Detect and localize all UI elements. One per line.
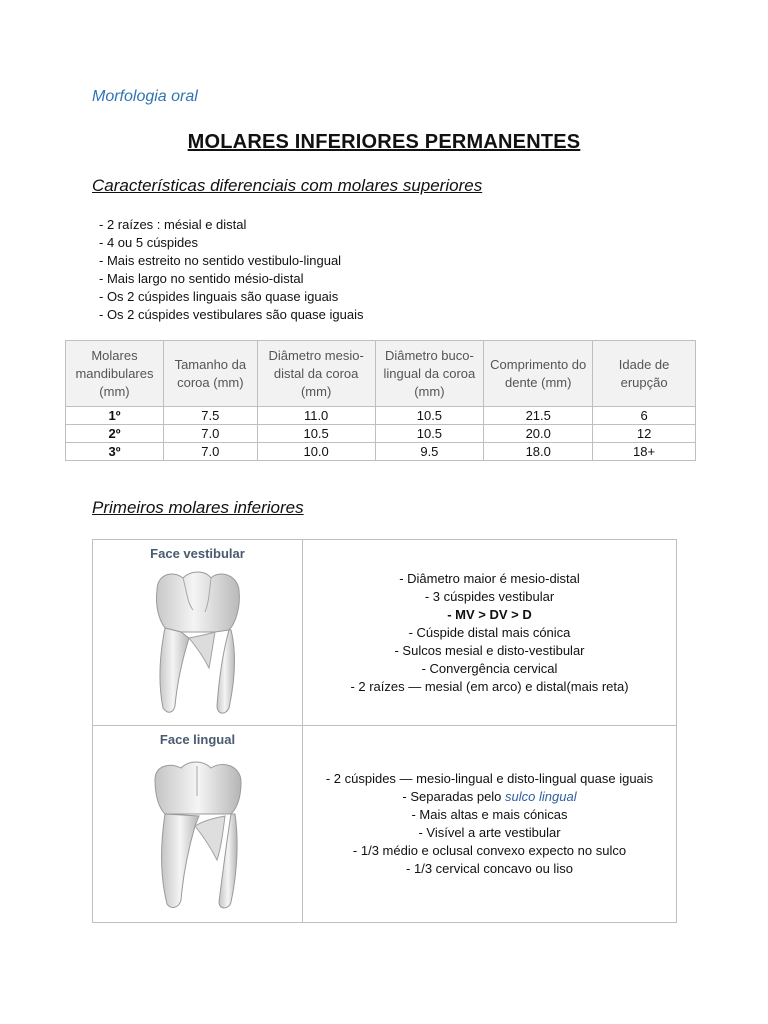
table-cell: 3º: [66, 443, 164, 461]
molar-dimensions-table: [65, 340, 696, 461]
table-row: [66, 425, 696, 443]
description-line: - 2 raízes — mesial (em arco) e distal(mais reta): [350, 678, 629, 694]
description-line: - 1/3 médio e oclusal convexo expecto no sulco: [352, 843, 627, 858]
table-row: [66, 443, 696, 461]
table-cell: 2º: [66, 425, 164, 443]
table-cell: 18+: [593, 443, 696, 461]
table-cell: 7.5: [163, 407, 257, 425]
sulco-lingual-term: sulco lingual: [505, 789, 577, 804]
list-item: - Mais largo no sentido mésio-distal: [99, 271, 304, 286]
column-header: Diâmetro mesio-distal da coroa (mm): [257, 341, 375, 407]
table-row: [93, 540, 676, 726]
description-line: - 2 cúspides — mesio-lingual e disto-lingual quase iguais: [325, 771, 654, 786]
table-cell: 7.0: [163, 425, 257, 443]
list-item: - Os 2 cúspides vestibulares são quase iguais: [99, 307, 364, 322]
table-cell: 20.0: [484, 425, 593, 443]
column-header: Tamanho da coroa (mm): [163, 341, 257, 407]
list-item: - Os 2 cúspides linguais são quase iguais: [99, 289, 339, 304]
tooth-lingual-illustration: [143, 756, 253, 912]
table-cell: 10.5: [257, 425, 375, 443]
vestibular-description: [303, 540, 676, 725]
table-cell: 6: [593, 407, 696, 425]
table-cell: 10.5: [375, 425, 484, 443]
description-line: - 3 cúspides vestibular: [424, 588, 555, 604]
description-line: - Cúspide distal mais cónica: [408, 624, 571, 640]
table-row: [66, 407, 696, 425]
column-header: Idade de erupção: [593, 341, 696, 407]
description-line: - Convergência cervical: [421, 660, 558, 676]
table-header-row: [66, 341, 696, 407]
table-cell: 12: [593, 425, 696, 443]
morphology-table: [92, 539, 677, 923]
table-row: [93, 726, 676, 922]
description-line: - Sulcos mesial e disto-vestibular: [394, 642, 585, 658]
page-title: MOLARES INFERIORES PERMANENTES: [187, 131, 581, 153]
list-item: - 2 raízes : mésial e distal: [99, 217, 247, 232]
tooth-vestibular-illustration: [143, 568, 253, 718]
column-header: Molares mandibulares (mm): [66, 341, 164, 407]
vestibular-image-cell: [93, 540, 303, 725]
table-cell: 1º: [66, 407, 164, 425]
lingual-image-cell: [93, 726, 303, 922]
table-cell: 10.0: [257, 443, 375, 461]
description-line: - Visível a arte vestibular: [418, 825, 561, 840]
description-line: - Mais altas e mais cónicas: [411, 807, 568, 822]
section-heading-differences: Características diferenciais com molares superiores: [92, 176, 483, 195]
description-text: - Separadas pelo: [402, 789, 506, 804]
table-cell: 7.0: [163, 443, 257, 461]
list-item: - Mais estreito no sentido vestibulo-lingual: [99, 253, 342, 268]
column-header: Comprimento do dente (mm): [484, 341, 593, 407]
section-heading-first-molars: Primeiros molares inferiores: [92, 498, 304, 517]
differences-list: [99, 216, 363, 324]
face-vestibular-label: Face vestibular: [150, 546, 245, 561]
table-cell: 9.5: [375, 443, 484, 461]
face-lingual-label: Face lingual: [159, 732, 236, 747]
column-header: Diâmetro buco-lingual da coroa (mm): [375, 341, 484, 407]
lingual-description: [303, 726, 676, 922]
table-cell: 10.5: [375, 407, 484, 425]
description-line: - 1/3 cervical concavo ou liso: [406, 861, 573, 876]
list-item: - 4 ou 5 cúspides: [99, 235, 199, 250]
table-cell: 21.5: [484, 407, 593, 425]
table-cell: 18.0: [484, 443, 593, 461]
header-subject: Morfologia oral: [92, 88, 198, 105]
table-cell: 11.0: [257, 407, 375, 425]
description-line: - Diâmetro maior é mesio-distal: [399, 570, 580, 586]
description-line: - MV > DV > D: [447, 606, 532, 622]
description-line: [402, 788, 576, 806]
